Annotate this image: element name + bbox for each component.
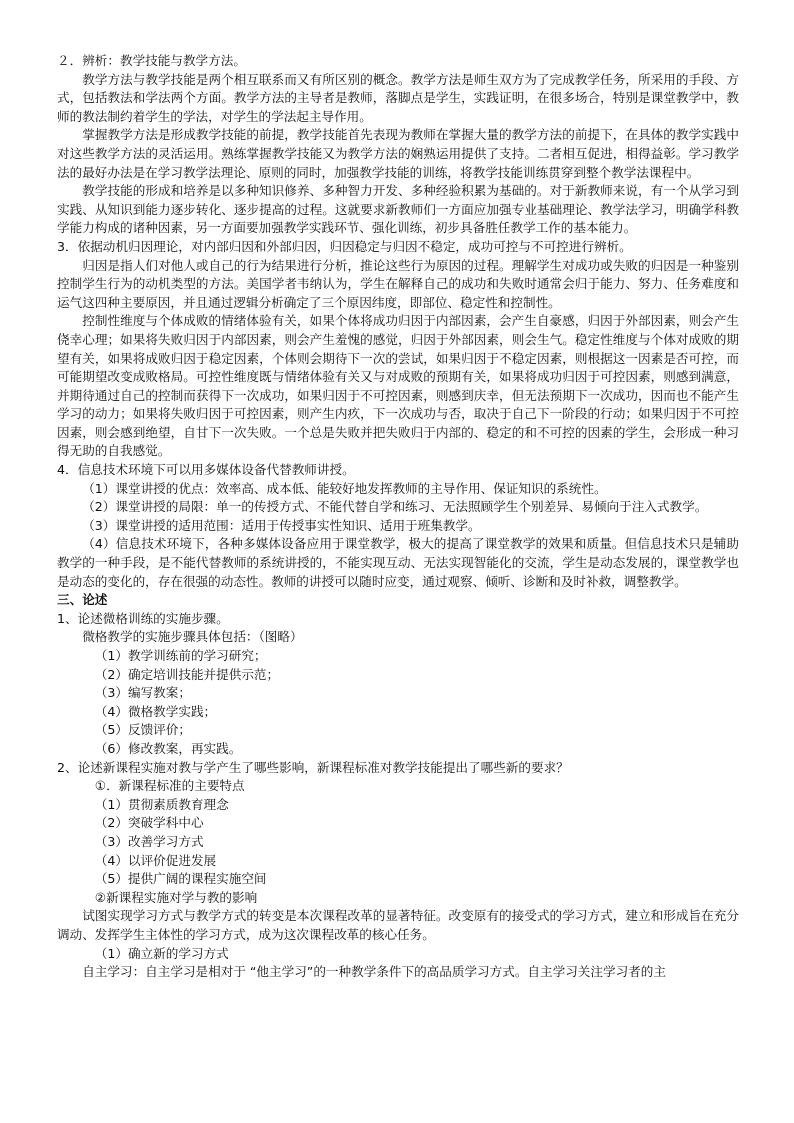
paragraph: 1、论述微格训练的实施步骤。: [57, 610, 229, 626]
paragraph: 控制性维度与个体成败的情绪体验有关，如果个体将成功归因于内部因素，会产生自豪感，归因于外部因素，则会产生侥幸心理；如果将失败归因于内部因素，则会产生羞愧的感觉，归因于外部因素，则会生气。稳定性维度与个体对成败的期望有关，如果将成败归因于稳定因素，个体则会期待下一次的尝试，如果归因于不稳定因素，则根据这一因素是否可控，而可能期望改变成败格局。可控性维度既与情绪体验有关又与对成败的预期有关，如果将成功归因于可控因素，则感到满意，并期待通过自己的控制而获得下一次成功，如果归因于不可控因素，则感到庆幸，但无法预期下一次成功，因而也不能产生学习的动力；如果将失败归因于可控因素，则产生内疚，下一次成功与否，取决于自己下一阶段的行动；如果归因于不可控因素，则会感到绝望，自甘下一次失败。一个总是失败并把失败归于内部的、稳定的和不可控的因素的学生，会形成一种习得无助的自我感觉。: [57, 313, 739, 459]
paragraph: （5）提供广阔的课程实施空间: [94, 871, 267, 887]
paragraph: 2、论述新课程实施对教与学产生了哪些影响，新课程标准对教学技能提出了哪些新的要求？: [57, 759, 569, 775]
paragraph: 教学方法与教学技能是两个相互联系而又有所区别的概念。教学方法是师生双方为了完成教学任务，所采用的手段、方式，包括教法和学法两个方面。教学方法的主导者是教师，落脚点是学生，实践证明，在很多场合，特别是课堂教学中，教师的教法制约着学生的学法，对学生的学法起主导作用。: [57, 71, 739, 124]
paragraph: 教学技能的形成和培养是以多种知识修养、多种智力开发、多种经验积累为基础的。对于新教师来说，有一个从学习到实践、从知识到能力逐步转化、逐步提高的过程。这就要求新教师们一方面应加强专业基础理论、教学法学习，明确学科教学能力构成的诸种因素，另一方面要加强教学实践环节、强化训练，初步具备胜任教学工作的基本能力。: [57, 183, 739, 236]
paragraph: （3）改善学习方式: [94, 833, 204, 849]
paragraph: （4）以评价促进发展: [94, 852, 217, 868]
paragraph: （1）教学训练前的学习研究；: [94, 648, 267, 663]
paragraph: （1）课堂讲授的优点：效率高、成本低、能较好地发挥教师的主导作用、保证知识的系统性。: [82, 480, 607, 496]
paragraph: 微格教学的实施步骤具体包括：（图略）: [82, 629, 303, 645]
paragraph: （3）编写教案；: [94, 685, 191, 701]
section-heading: 三、论述: [57, 592, 108, 608]
paragraph: （2）确定培训技能并提供示范；: [94, 666, 280, 682]
paragraph: （5）反馈评价；: [94, 722, 191, 738]
paragraph: 自主学习：自主学习是相对于 “他主学习”的一种教学条件下的高品质学习方式。自主学习关注学习者的主: [82, 964, 666, 980]
paragraph: ②新课程实施对学与教的影响: [94, 889, 258, 905]
paragraph: ２．辨析：教学技能与教学方法。: [57, 53, 246, 68]
document-page: [57, 52, 739, 982]
paragraph: 3．依据动机归因理论，对内部归因和外部归因，归因稳定与归因不稳定，成功可控与不可控进行辨析。: [57, 238, 632, 254]
paragraph: （1）贯彻素质教育理念: [94, 796, 229, 812]
paragraph: 掌握教学方法是形成教学技能的前提，教学技能首先表现为教师在掌握大量的教学方法的前提下，在具体的教学实践中对这些教学方法的灵活运用。熟练掌握教学技能又为教学方法的娴熟运用提供了支持。二者相互促进，相得益彰。学习教学法的最好办法是在学习教学法理论、原则的同时，加强教学技能的训练，将教学技能训练贯穿到整个教学法课程中。: [57, 127, 739, 180]
paragraph: （4）微格教学实践；: [94, 703, 217, 719]
paragraph: （1）确立新的学习方式: [94, 945, 229, 961]
paragraph: ①．新课程标准的主要特点: [94, 778, 245, 794]
paragraph: （2）突破学科中心: [94, 815, 204, 831]
paragraph: （4）信息技术环境下，各种多媒体设备应用于课堂教学，极大的提高了课堂教学的效果和质量。但信息技术只是辅助教学的一种手段，是不能代替教师的系统讲授的，不能实现互动、无法实现智能化的交流，学生是动态发展的，课堂教学也是动态的变化的，存在很强的动态性。教师的讲授可以随时应变，通过观察、倾听、诊断和及时补救，调整教学。: [57, 536, 739, 589]
paragraph: （6）修改教案，再实践。: [94, 740, 242, 756]
paragraph: 试图实现学习方式与教学方式的转变是本次课程改革的显著特征。改变原有的接受式的学习方式，建立和形成旨在充分调动、发挥学生主体性的学习方式，成为这次课程改革的核心任务。: [57, 908, 739, 942]
paragraph: 4．信息技术环境下可以用多媒体设备代替教师讲授。: [57, 462, 355, 478]
paragraph: （2）课堂讲授的局限：单一的传授方式、不能代替自学和练习、无法照顾学生个别差异、易倾向于注入式教学。: [82, 499, 708, 515]
paragraph: （3）课堂讲授的适用范围：适用于传授事实性知识、适用于班集教学。: [82, 517, 481, 533]
paragraph: 归因是指人们对他人或自己的行为结果进行分析，推论这些行为原因的过程。理解学生对成功或失败的归因是一种鉴别控制学生行为的动机类型的方法。美国学者韦纳认为，学生在解释自己的成功和失败时通常会归于能力、努力、任务难度和运气这四种主要原因，并且通过逻辑分析确定了三个原因纬度，即部位、稳定性和控制性。: [57, 257, 739, 310]
